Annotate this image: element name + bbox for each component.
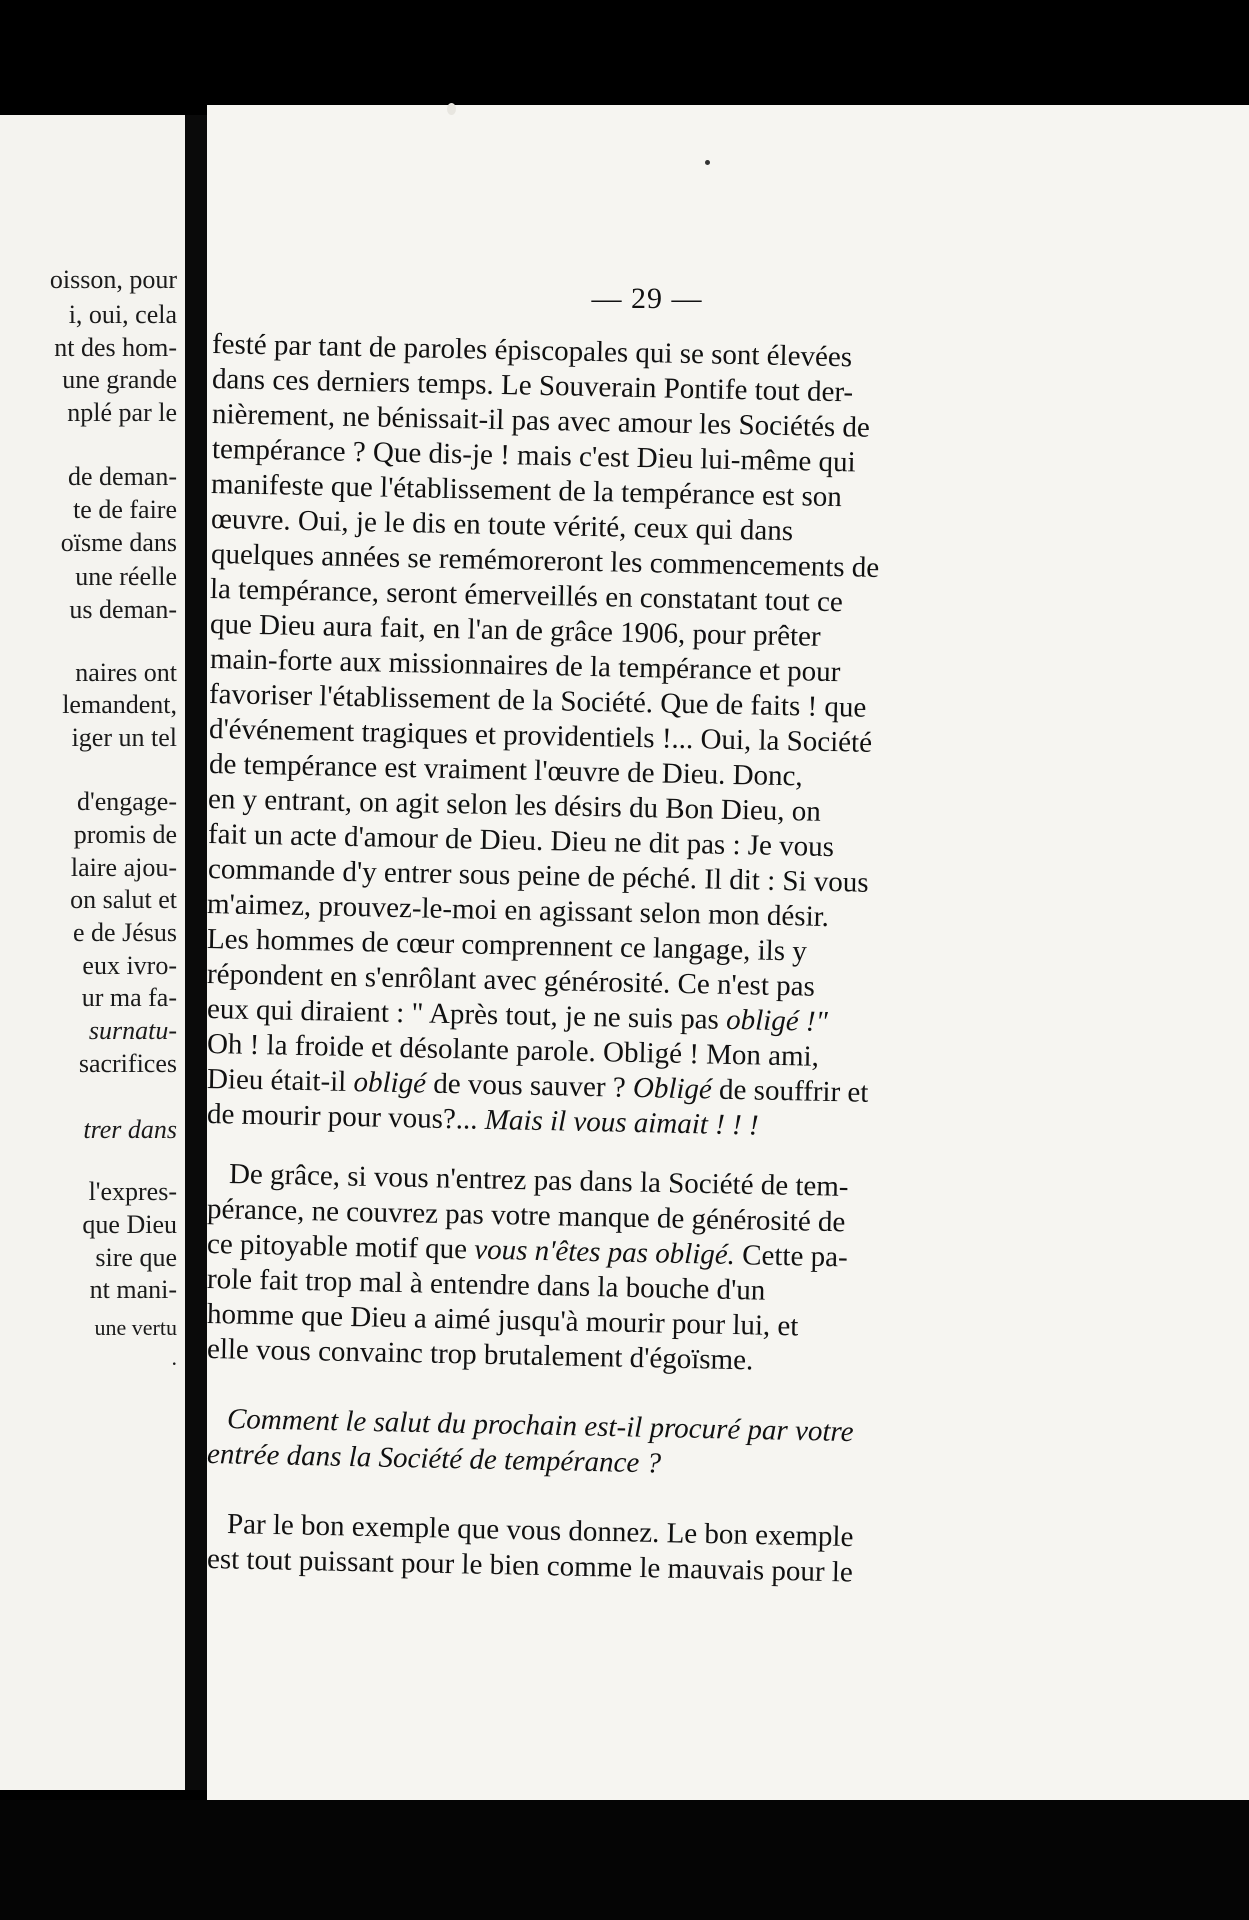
question-line: Comment le salut du prochain est-il procuré par votre [226,1403,854,1449]
text-line: répondent en s'enrôlant avec générosité. Ce n'est pas [207,958,816,1003]
text-line: la tempérance, seront émerveillés en constatant tout ce [209,573,844,619]
text-line: pérance, ne couvrez pas votre manque de générosité de [207,1193,846,1239]
left-text-line: eux ivro- [82,951,177,980]
text-line: De grâce, si vous n'entrez pas dans la Société de tem- [228,1158,849,1203]
paper-speck [705,160,710,165]
left-text-line: trer dans [83,1115,177,1144]
text-line: nièrement, ne bénissait-il pas avec amour les Sociétés de [211,398,871,444]
italic-run: vous n'êtes pas obligé. [473,1233,736,1272]
left-text-line: sacrifices [78,1049,177,1078]
left-text-line: nt des hom- [54,333,177,362]
text-run: de mourir pour vous?... [207,1098,486,1136]
text-run: ce pitoyable motif que [207,1228,475,1266]
question-line: entrée dans la Société de tempérance ? [207,1438,662,1480]
text-line: est tout puissant pour le bien comme le mauvais pour le [207,1543,854,1589]
left-text-line: l'expres- [88,1177,177,1206]
left-text-line: oïsme dans [60,528,177,557]
left-text-line: on salut et [70,885,177,914]
left-text-line: iger un tel [71,723,177,752]
text-run: Dieu était-il [207,1063,354,1099]
text-line: favoriser l'établissement de la Société. Que de faits ! que [208,678,867,724]
text-line [207,1100,759,1141]
left-text-line: us deman- [69,595,177,624]
page-spine [185,115,207,1790]
text-line: role fait trop mal à entendre dans la bouche d'un [207,1263,766,1307]
text-line: m'aimez, prouvez-le-moi en agissant selon mon désir. [207,888,830,934]
italic-run: obligé [353,1066,427,1100]
text-run: Cette pa- [734,1239,849,1274]
text-line: de tempérance est vraiment l'œuvre de Dieu. Donc, [208,748,804,793]
left-text-line: i, oui, cela [68,300,177,329]
left-text-line: promis de [73,820,177,849]
text-line: manifeste que l'établissement de la tempérance est son [210,468,843,514]
text-line: main-forte aux missionnaires de la tempérance et pour [209,643,841,689]
text-line: que Dieu aura fait, en l'an de grâce 1906, pour prêter [209,608,821,653]
left-text-line: e de Jésus [73,918,177,947]
text-line: homme que Dieu a aimé jusqu'à mourir pour lui, et [207,1298,799,1343]
text-line: d'événement tragiques et providentiels !... Oui, la Société [208,713,873,759]
left-page [0,115,185,1790]
italic-run: Obligé [632,1071,713,1106]
left-text-line: lemandent, [62,690,177,719]
left-text-line: que Dieu [82,1210,177,1239]
left-text-line: laire ajou- [70,853,177,882]
left-text-line: une vertu [94,1315,177,1340]
page-number: — 29 — [591,282,703,315]
left-text-line: une réelle [75,562,177,591]
left-text-line: d'engage- [77,787,177,816]
left-text-line: surnatu- [88,1016,177,1045]
left-text-line: sire que [95,1243,177,1272]
text-line: en y entrant, on agit selon les désirs du Bon Dieu, on [207,783,822,828]
left-text-line: naires ont [75,658,177,687]
text-line: dans ces derniers temps. Le Souverain Pontife tout der- [211,363,854,409]
italic-run: obligé !" [725,1003,829,1038]
left-text-line: nplé par le [67,398,177,427]
text-line: elle vous convainc trop brutalement d'égoïsme. [207,1333,754,1377]
left-text-line: de deman- [67,462,177,491]
text-line: quelques années se remémoreront les commencements de [210,538,880,584]
text-line: Par le bon exemple que vous donnez. Le bon exemple [226,1508,854,1554]
text-line: commande d'y entrer sous peine de péché. Il dit : Si vous [207,853,869,899]
text-line: Oh ! la froide et désolante parole. Obligé ! Mon ami, [207,1028,820,1073]
right-page [207,105,1249,1800]
left-text-line: une grande [62,365,177,394]
text-line: Les hommes de cœur comprennent ce langage, ils y [207,923,808,968]
text-line: festé par tant de paroles épiscopales qui se sont élevées [211,328,853,374]
left-text-line: oisson, pour [49,265,177,294]
text-run: de vous sauver ? [425,1067,634,1104]
italic-run: Mais il vous aimait ! ! ! [484,1103,759,1142]
left-text-line: nt mani- [89,1275,177,1304]
text-line: œuvre. Oui, je le dis en toute vérité, ceux qui dans [210,503,794,548]
left-text-line: . [171,1345,177,1370]
text-run: de souffrir et [711,1073,869,1109]
dark-background-bottom [0,1800,1249,1920]
text-line: fait un acte d'amour de Dieu. Dieu ne dit pas : Je vous [207,818,835,864]
text-run: eux qui diraient : " Après tout, je ne suis pas [207,993,727,1036]
text-line: tempérance ? Que dis-je ! mais c'est Dieu lui-même qui [211,433,857,479]
paper-speck [447,103,456,115]
left-text-line: te de faire [73,495,177,524]
left-text-line: ur ma fa- [81,983,177,1012]
